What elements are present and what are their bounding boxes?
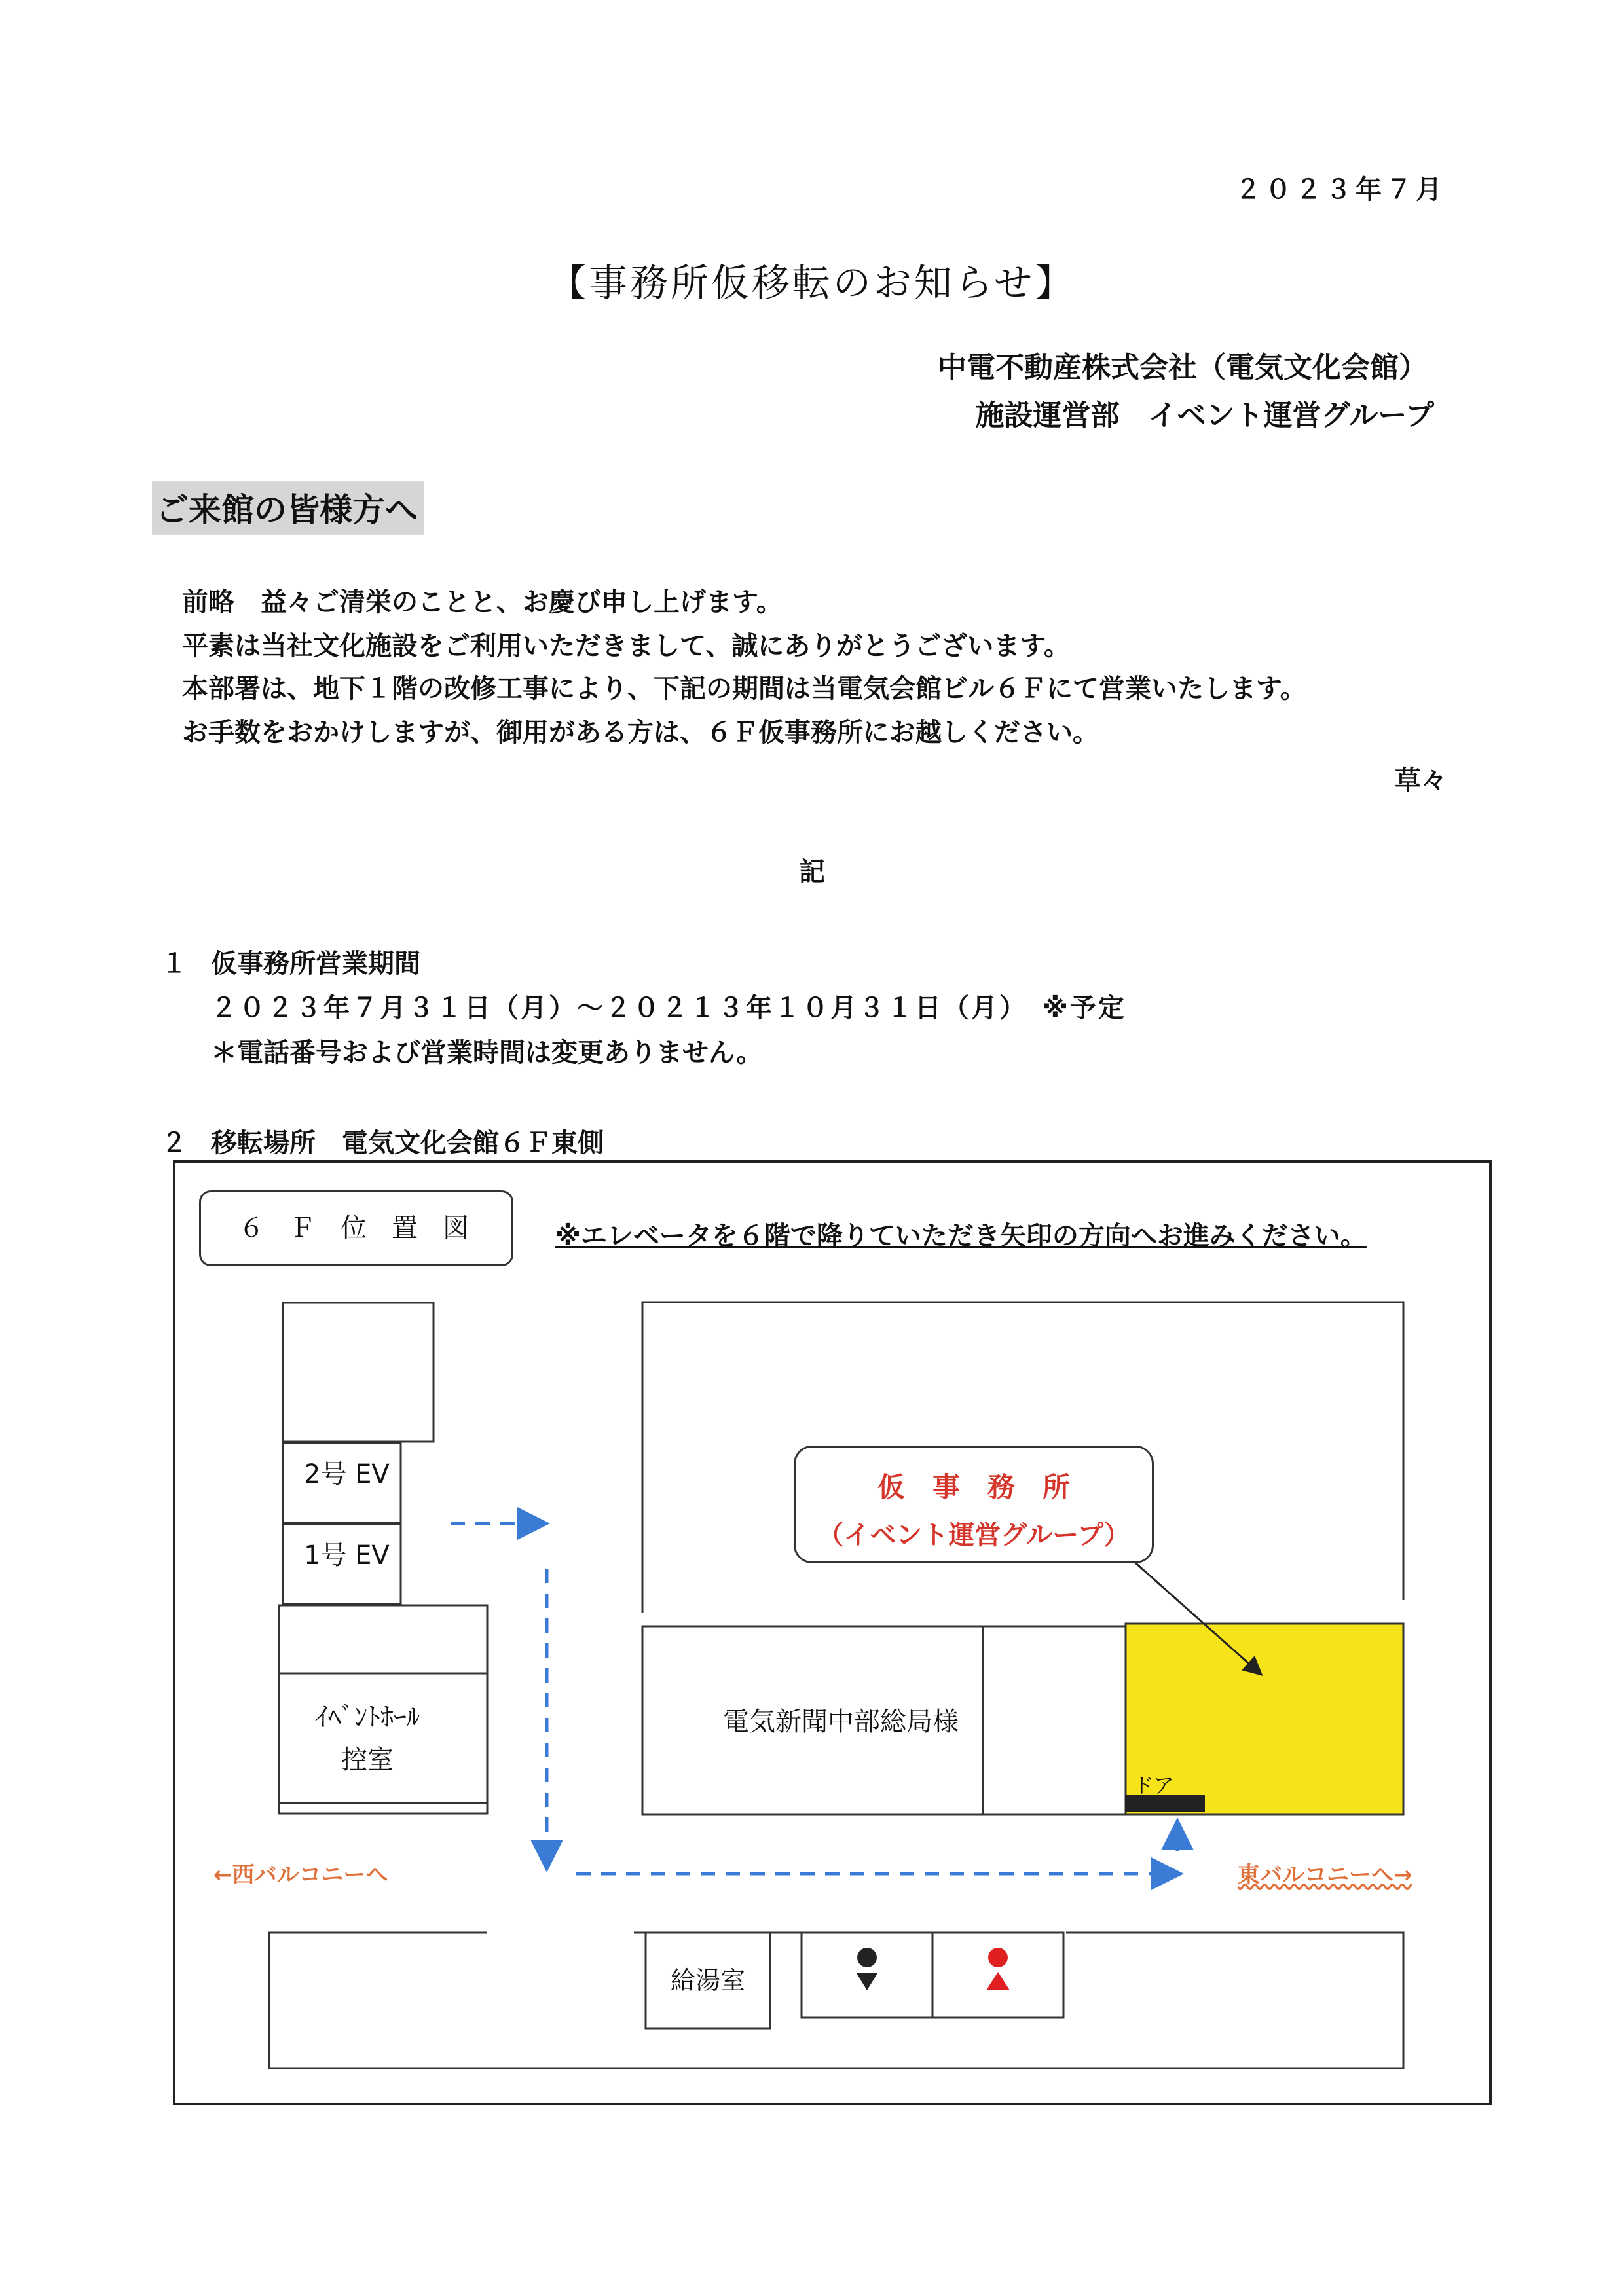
section-1-number: １ <box>161 949 187 979</box>
ki-heading: 記 <box>799 857 825 887</box>
organization-name: 中電不動産株式会社（電気文化会館） <box>938 351 1428 384</box>
body-line-3: 本部署は、地下１階の改修工事により、下記の期間は当電気会館ビル６Ｆにて営業いたします。 <box>182 674 1306 704</box>
bottom-corridor-left <box>269 1933 1403 2068</box>
floor-map-drawing <box>175 1163 1489 2103</box>
organization-department: 施設運営部 イベント運営グループ <box>975 399 1434 432</box>
section-1-note: ＊電話番号および営業時間は変更ありません。 <box>211 1038 763 1068</box>
temp-office-label: 仮事務所 <box>877 1471 1098 1503</box>
section-1-period: ２０２３年７月３１日（月）～２０２１３年１０月３１日（月） ※予定 <box>211 993 1126 1023</box>
section-2-title: 移転場所 電気文化会館６Ｆ東側 <box>211 1128 604 1158</box>
document-title: 【事務所仮移転のお知らせ】 <box>548 261 1076 305</box>
east-balcony-label: 東バルコニーへ→ <box>1238 1862 1412 1888</box>
west-balcony-label: ←西バルコニーへ <box>213 1862 388 1888</box>
section-2-number: ２ <box>161 1128 187 1158</box>
floor-map <box>173 1160 1492 2105</box>
elevator-1-label: 1号 EV <box>304 1540 390 1571</box>
body-line-4: お手数をおかけしますが、御用がある方は、６Ｆ仮事務所にお越しください。 <box>182 718 1099 748</box>
closing-word: 草々 <box>1395 765 1447 795</box>
body-line-1: 前略 益々ご清栄のことと、お慶び申し上げます。 <box>182 587 783 617</box>
denki-shinbun-label: 電気新聞中部総局様 <box>723 1707 959 1737</box>
map-title: ６Ｆ位置図 <box>199 1190 513 1266</box>
room-upper-left <box>283 1303 434 1442</box>
map-instruction: ※エレベータを６階で降りていただき矢印の方向へお進みください。 <box>555 1221 1367 1251</box>
section-1-title: 仮事務所営業期間 <box>211 949 420 979</box>
elevator-2-label: 2号 EV <box>304 1459 390 1489</box>
document-date: ２０２３年７月 <box>1235 175 1446 205</box>
female-restroom-icon <box>986 1948 1010 1990</box>
temp-office-group: （イベント運営グループ） <box>817 1520 1130 1550</box>
hall-label: ｲﾍﾞﾝﾄﾎｰﾙ <box>315 1702 420 1732</box>
hall-sublabel: 控室 <box>341 1745 394 1775</box>
temp-office-callout <box>794 1446 1154 1563</box>
body-line-2: 平素は当社文化施設をご利用いただきまして、誠にありがとうございます。 <box>182 631 1070 661</box>
kyutoshitsu-label: 給湯室 <box>670 1966 745 1995</box>
greeting-heading: ご来館の皆様方へ <box>152 481 424 535</box>
door-label: ドア <box>1133 1773 1175 1798</box>
male-restroom-icon <box>857 1948 877 1990</box>
